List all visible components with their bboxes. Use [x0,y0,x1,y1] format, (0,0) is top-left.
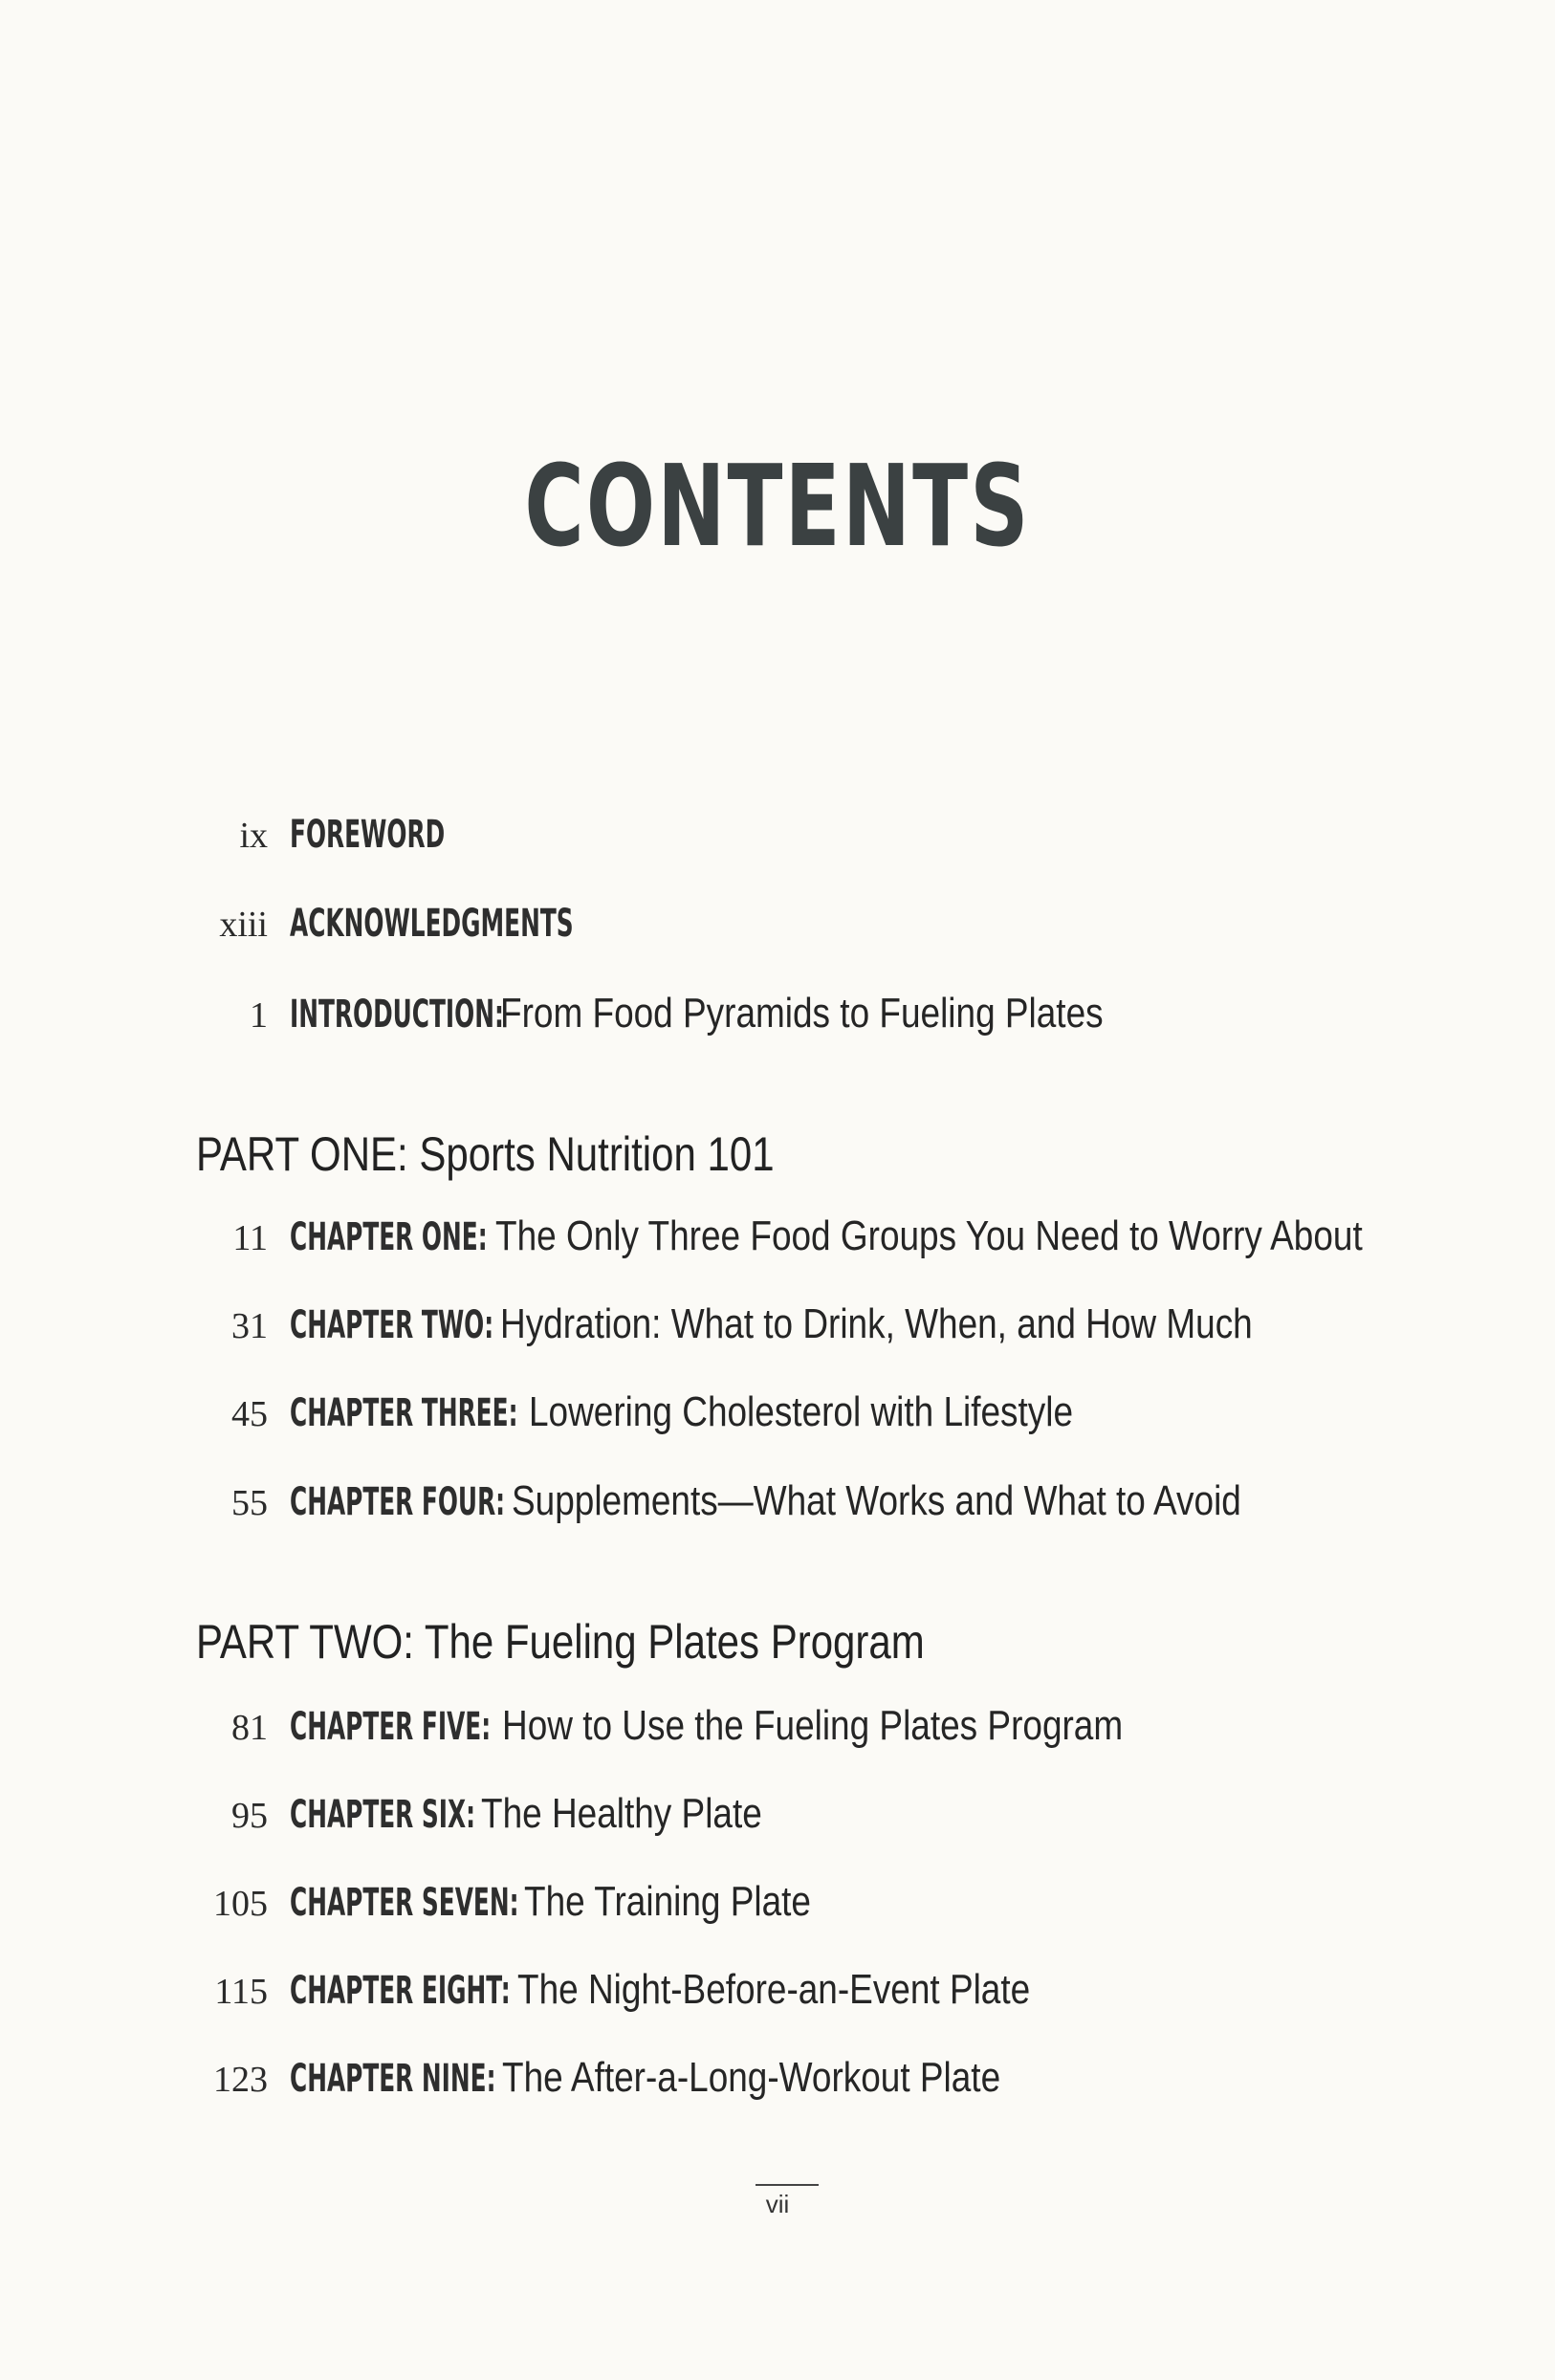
toc-entry-chapter-one[interactable] [0,1212,1527,1270]
toc-entry-foreword[interactable] [0,813,540,870]
toc-page-number: xiii [219,905,268,945]
toc-entry-chapter-six[interactable] [0,1790,816,1847]
folio-rule [756,2184,819,2186]
toc-entry-chapter-five[interactable] [0,1702,1241,1759]
toc-entry-label: INTRODUCTION: [290,993,504,1037]
toc-entry-chapter-eight[interactable] [0,1966,1128,2023]
toc-entry-label: CHAPTER NINE: [290,2057,496,2101]
toc-page-number: 11 [232,1218,268,1258]
toc-page-number: 95 [231,1796,268,1836]
toc-entry-label: ACKNOWLEDGMENTS [290,902,574,946]
toc-entry-label: CHAPTER FIVE: [290,1705,492,1749]
toc-entry-chapter-seven[interactable] [0,1878,865,1935]
toc-entry-title: The Night-Before-an-Event Plate [517,1966,1031,2013]
toc-page-number: 105 [213,1884,268,1924]
toc-page-number: 123 [213,2060,268,2100]
toc-page-number: 115 [214,1972,268,2012]
toc-entry-chapter-nine[interactable] [0,2054,1095,2111]
toc-entry-label: CHAPTER ONE: [290,1215,488,1259]
toc-entry-title: The Training Plate [524,1878,811,1925]
page-number-folio: vii [765,2190,790,2218]
toc-entry-title: From Food Pyramids to Fueling Plates [500,990,1104,1037]
page-title: CONTENTS [524,440,1031,572]
toc-entry-acknowledgments[interactable] [0,902,747,959]
toc-entry-title: Hydration: What to Drink, When, and How Much [500,1300,1253,1347]
toc-entry-title: The Healthy Plate [481,1790,762,1837]
toc-entry-title: The Only Three Food Groups You Need to Worry About [495,1212,1363,1259]
toc-entry-chapter-two[interactable] [0,1300,1396,1358]
toc-entry-introduction[interactable] [0,990,1218,1047]
toc-entry-label: CHAPTER THREE: [290,1391,518,1435]
toc-entry-label: CHAPTER EIGHT: [290,1969,511,2013]
toc-page-number: 31 [231,1306,268,1346]
toc-page-number: 55 [231,1483,268,1523]
toc-entry-chapter-three[interactable] [0,1388,1176,1446]
toc-entry-title: Lowering Cholesterol with Lifestyle [529,1388,1074,1435]
toc-page-number: 45 [231,1394,268,1434]
part-two-heading[interactable]: PART TWO: The Fueling Plates Program [196,1615,925,1669]
toc-page-number: 81 [231,1708,268,1748]
toc-entry-label: FOREWORD [290,813,446,857]
toc-entry-label: CHAPTER TWO: [290,1303,494,1347]
toc-entry-label: CHAPTER SEVEN: [290,1881,519,1925]
toc-entry-label: CHAPTER FOUR: [290,1480,506,1524]
toc-entry-title: Supplements—What Works and What to Avoid [512,1477,1241,1524]
toc-page-number: ix [239,816,268,856]
toc-entry-chapter-four[interactable] [0,1477,1380,1535]
toc-entry-label: CHAPTER SIX: [290,1793,476,1837]
toc-page-number: 1 [250,995,268,1036]
part-one-heading[interactable]: PART ONE: Sports Nutrition 101 [196,1127,775,1181]
toc-entry-title: How to Use the Fueling Plates Program [502,1702,1124,1749]
toc-entry-title: The After-a-Long-Workout Plate [502,2054,1001,2101]
